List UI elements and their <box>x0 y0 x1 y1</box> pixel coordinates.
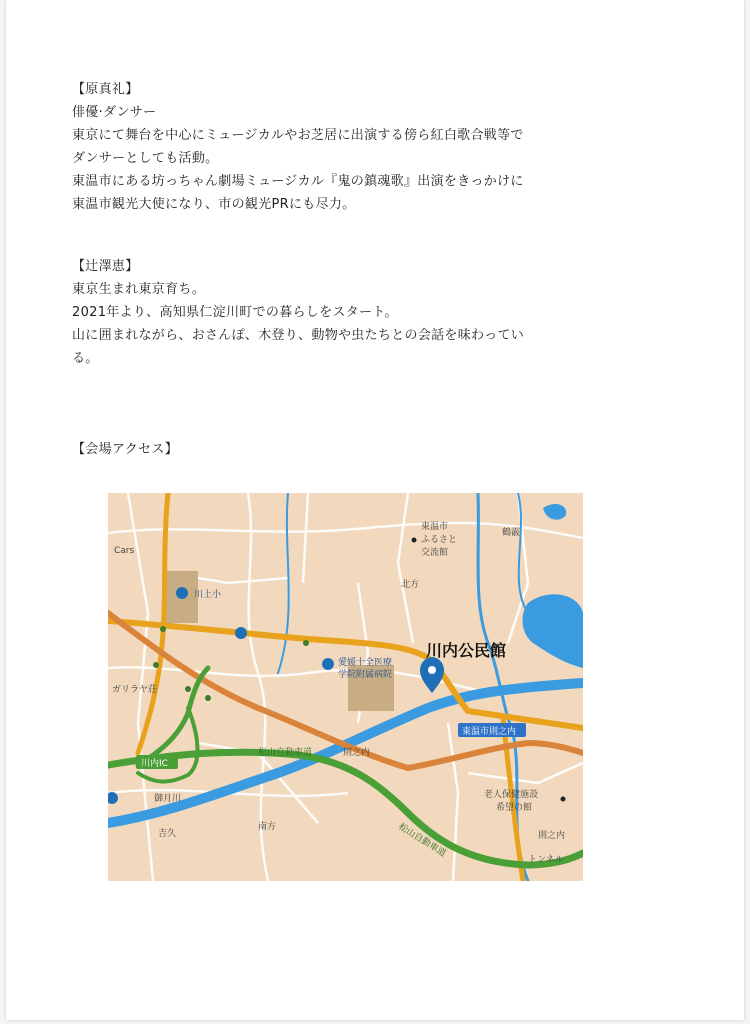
profile-line: る。 <box>72 351 99 366</box>
poi-dot-icon <box>561 797 566 802</box>
label-expressway: 松山自動車道 <box>396 822 448 860</box>
marker-center <box>428 666 436 674</box>
label-elder: 老人保健施設 <box>484 790 539 800</box>
access-heading: 【会場アクセス】 <box>72 442 179 457</box>
profile-line: 東温市にある坊っちゃん劇場ミュージカル『鬼の鎮魂歌』出演をきっかけに <box>72 174 524 189</box>
station-label: 東温市則之内 <box>462 727 517 737</box>
label-garilaya: ガリラヤ荘 <box>112 685 158 695</box>
profile-line: 東温市観光大使になり、市の観光PRにも尽力。 <box>72 197 356 212</box>
label-expressway: 松山自動車道 <box>258 748 313 758</box>
profile-line: 俳優·ダンサー <box>72 105 157 120</box>
label-cars: Cars <box>114 546 135 556</box>
label-school: 川上小 <box>194 590 222 600</box>
label-tunnel: 則之内 <box>538 831 566 841</box>
label-elder: 希望の館 <box>496 803 533 813</box>
profile-line: ダンサーとしても活動。 <box>72 151 219 166</box>
profile-line: 東京生まれ東京育ち。 <box>72 282 206 297</box>
profile-heading: 【原真礼】 <box>72 82 139 97</box>
label-furusato: ふるさと <box>421 535 458 545</box>
school-icon <box>176 587 188 599</box>
label-hospital: 学院附属病院 <box>338 670 393 680</box>
label-yoshihisa: 吉久 <box>158 829 177 839</box>
profile-heading: 【辻澤恵】 <box>72 259 139 274</box>
venue-map <box>108 493 583 881</box>
label-hospital: 愛媛十全医療 <box>338 658 393 668</box>
label-furusato: 東温市 <box>421 522 449 532</box>
profile-line: 山に囲まれながら、おさんぽ、木登り、動物や虫たちとの会話を味わってい <box>72 328 525 343</box>
profile-line: 東京にて舞台を中心にミュージカルやお芝居に出演する傍ら紅白歌合戦等で <box>72 128 524 143</box>
access-section <box>72 438 178 461</box>
profile-hara <box>72 78 524 216</box>
label-tunnel: トンネル <box>528 855 564 865</box>
label-minamigata: 南方 <box>258 822 277 832</box>
label-furusato: 交流館 <box>421 548 449 558</box>
document-page <box>6 0 744 1020</box>
label-noriuchi: 則之内 <box>343 748 371 758</box>
label-kuwamura: 鶴霰 <box>502 528 521 538</box>
profile-tsujisawa <box>72 255 524 370</box>
ic-label: 川内IC <box>141 759 168 769</box>
label-kita: 北方 <box>401 580 420 590</box>
hospital-icon <box>322 658 334 670</box>
bus-stop-icon <box>235 627 247 639</box>
profile-line: 2021年より、高知県仁淀川町での暮らしをスタート。 <box>72 305 398 320</box>
venue-name: 川内公民館 <box>426 641 507 660</box>
poi-dot-icon <box>412 538 417 543</box>
label-river: 御月川 <box>154 794 182 804</box>
